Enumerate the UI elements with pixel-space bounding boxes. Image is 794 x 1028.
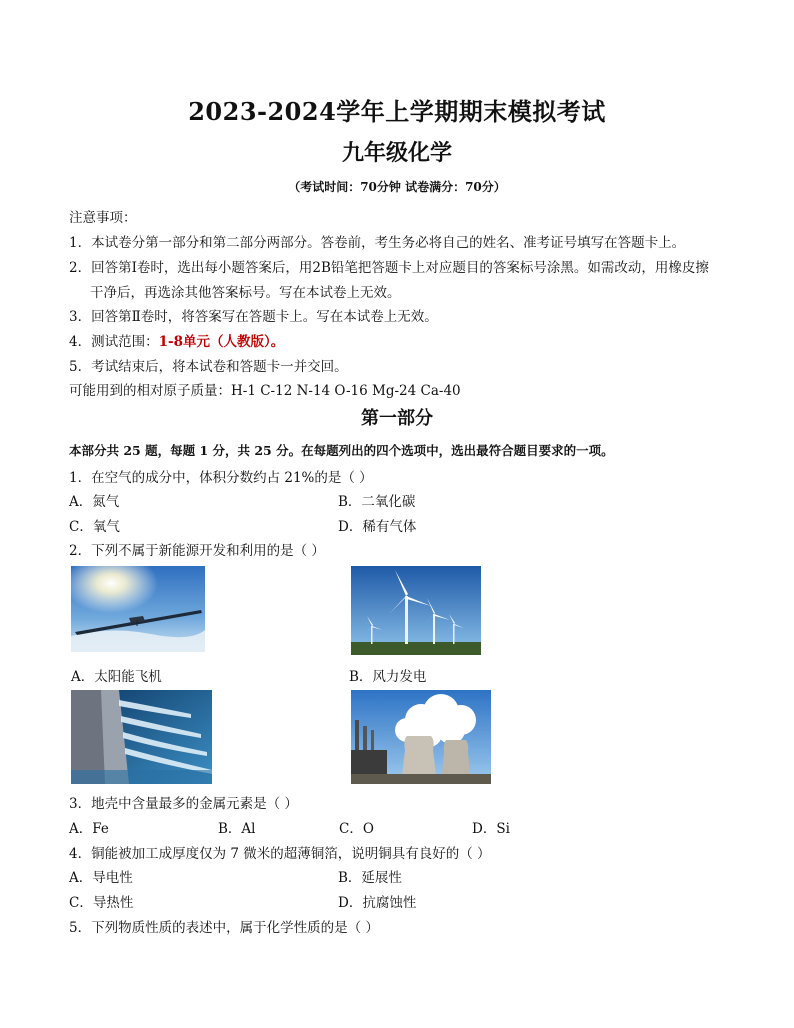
q1-option-d: D．稀有气体 bbox=[338, 519, 417, 535]
note-4-prefix: 4．测试范围： bbox=[69, 334, 159, 350]
note-2a: 2．回答第Ⅰ卷时，选出每小题答案后，用2B铅笔把答题卡上对应题目的答案标号涂黑。如需改动，用橡皮擦 bbox=[69, 260, 709, 276]
q1-option-c: C．氧气 bbox=[69, 519, 120, 535]
q3-stem: 3．地壳中含量最多的金属元素是（ ） bbox=[69, 796, 298, 812]
q4-stem: 4．铜能被加工成厚度仅为 7 微米的超薄铜箔，说明铜具有良好的（ ） bbox=[69, 846, 491, 862]
hydro-dam-image bbox=[71, 690, 212, 784]
notes-heading: 注意事项： bbox=[69, 210, 137, 226]
note-4 bbox=[69, 330, 284, 350]
q5-stem: 5．下列物质性质的表述中，属于化学性质的是（ ） bbox=[69, 920, 379, 936]
part1-instruction: 本部分共 25 题，每题 1 分，共 25 分。在每题列出的四个选项中，选出最符合题目要求的一项。 bbox=[69, 443, 614, 458]
q3-option-b: B．Al bbox=[218, 821, 256, 837]
q4-option-a: A．导电性 bbox=[69, 870, 133, 886]
q4-option-b: B．延展性 bbox=[338, 870, 402, 886]
q3-option-a: A．Fe bbox=[69, 821, 109, 837]
q2-option-a: A．太阳能飞机 bbox=[71, 669, 162, 685]
power-plant-image bbox=[351, 690, 491, 784]
solar-plane-image bbox=[71, 566, 205, 652]
q1-option-a: A．氮气 bbox=[69, 494, 120, 510]
note-1: 1．本试卷分第一部分和第二部分两部分。答卷前，考生务必将自己的姓名、准考证号填写在答题卡上。 bbox=[69, 235, 686, 251]
q2-option-b: B．风力发电 bbox=[349, 669, 427, 685]
exam-info: （考试时间：70分钟 试卷满分：70分） bbox=[288, 180, 506, 194]
q1-option-b: B．二氧化碳 bbox=[338, 494, 416, 510]
exam-title: 2023-2024学年上学期期末模拟考试 bbox=[188, 97, 606, 126]
note-5: 5．考试结束后，将本试卷和答题卡一并交回。 bbox=[69, 359, 348, 375]
q4-option-c: C．导热性 bbox=[69, 895, 134, 911]
q3-option-c: C．O bbox=[339, 821, 374, 837]
q3-option-d: D．Si bbox=[472, 821, 510, 837]
q4-option-d: D．抗腐蚀性 bbox=[338, 895, 417, 911]
exam-subject: 九年级化学 bbox=[341, 140, 452, 166]
wind-turbine-image bbox=[351, 566, 481, 655]
q2-stem: 2．下列不属于新能源开发和利用的是（ ） bbox=[69, 543, 325, 559]
part1-heading: 第一部分 bbox=[361, 408, 433, 429]
note-3: 3．回答第Ⅱ卷时，将答案写在答题卡上。写在本试卷上无效。 bbox=[69, 309, 438, 325]
note-2b: 干净后，再选涂其他答案标号。写在本试卷上无效。 bbox=[90, 285, 401, 301]
atomic-mass: 可能用到的相对原子质量：H-1 C-12 N-14 O-16 Mg-24 Ca-40 bbox=[69, 383, 461, 399]
test-range: 1-8单元（人教版）。 bbox=[158, 334, 285, 350]
q1-stem: 1．在空气的成分中，体积分数约占 21%的是（ ） bbox=[69, 470, 373, 486]
